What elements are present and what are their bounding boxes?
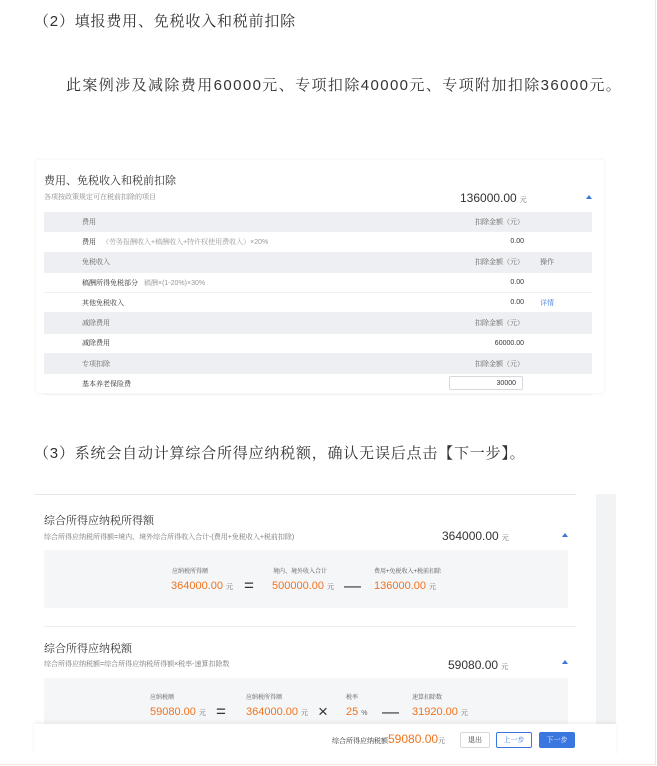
g3-unit: % — [361, 710, 368, 717]
deduction-total-value: 136000.00 — [460, 191, 517, 205]
tax-calc-panel — [34, 494, 616, 726]
g2-value — [246, 706, 308, 718]
collapse-caret-icon[interactable] — [562, 660, 568, 664]
f2-amount: 500000.00 — [272, 580, 324, 592]
column-header: 扣除金额（元） — [475, 218, 524, 226]
g4-value — [412, 706, 468, 718]
g1-value — [150, 706, 206, 718]
taxable-income-total-unit: 元 — [501, 535, 509, 542]
row-label-text: 费用 — [82, 218, 96, 226]
amount-input[interactable]: 30000 — [449, 376, 523, 390]
collapse-caret-icon[interactable] — [586, 195, 592, 199]
g1-amount: 59080.00 — [150, 706, 196, 718]
f3-amount: 136000.00 — [374, 580, 426, 592]
next-step-button[interactable]: 下一步 — [539, 732, 575, 748]
deduction-total — [460, 191, 527, 205]
step2-text: 此案例涉及减除费用60000元、专项扣除40000元、专项附加扣除36000元。 — [66, 77, 623, 94]
bottom-unit: 元 — [438, 738, 445, 745]
bottom-amount: 59080.00 — [388, 732, 439, 746]
row-label-text: 专项扣除 — [82, 360, 110, 368]
row-label — [82, 318, 110, 328]
minus-operator: — — [382, 702, 399, 721]
tax-payable-total-value: 59080.00 — [448, 658, 499, 672]
minus-operator: — — [344, 576, 361, 595]
row-label — [82, 237, 268, 247]
bottom-label: 综合所得应纳税额 — [332, 738, 388, 745]
tax-payable-total — [448, 658, 508, 672]
row-label — [82, 359, 110, 369]
row-amount: 0.00 — [510, 279, 524, 287]
row-label — [82, 278, 205, 288]
taxable-income-total-value: 364000.00 — [442, 529, 499, 543]
f2-unit: 元 — [327, 584, 334, 591]
equals-operator: = — [216, 702, 226, 721]
details-link[interactable]: 详情 — [540, 299, 554, 307]
g2-unit: 元 — [301, 710, 308, 717]
row-amount: 0.00 — [510, 299, 524, 307]
tax-payable-title: 综合所得应纳税额 — [44, 643, 132, 655]
row-label — [82, 338, 110, 348]
table-row — [44, 293, 592, 313]
f3-label: 费用+免税收入+税前扣除 — [374, 569, 442, 575]
row-label — [82, 217, 96, 227]
g3-value — [346, 706, 367, 718]
g4-label: 速算扣除数 — [412, 695, 443, 701]
f1-value — [171, 580, 233, 592]
step3-heading: （3）系统会自动计算综合所得应纳税额，确认无误后点击【下一步】。 — [34, 445, 526, 462]
row-label-text: 费用 — [82, 238, 96, 246]
table-row — [44, 334, 592, 354]
row-label-text: 其他免税收入 — [82, 299, 124, 307]
g2-label: 应纳税所得额 — [246, 695, 283, 701]
column-header: 扣除金额（元） — [475, 360, 524, 368]
f2-label: 境内、境外收入合计 — [273, 569, 328, 575]
table-row — [44, 374, 592, 394]
f1-unit: 元 — [226, 584, 233, 591]
column-header-action: 操作 — [540, 259, 554, 267]
row-label-text: 稿酬所得免税部分 — [82, 279, 138, 287]
row-label-text: 基本养老保险费 — [82, 381, 131, 389]
divider — [44, 626, 576, 627]
deduction-table — [44, 212, 592, 395]
row-label-text: 减除费用 — [82, 340, 110, 348]
panel-title: 费用、免税收入和税前扣除 — [44, 175, 176, 187]
f1-label: 应纳税所得额 — [172, 569, 209, 575]
row-label-text: 减除费用 — [82, 320, 110, 328]
exit-button[interactable]: 退出 — [460, 732, 490, 748]
row-label — [82, 298, 124, 308]
table-group-header — [44, 313, 592, 333]
step2-heading: （2）填报费用、免税收入和税前扣除 — [34, 13, 296, 30]
tax-payable-total-unit: 元 — [501, 664, 509, 671]
previous-step-button[interactable]: 上一步 — [496, 732, 532, 748]
g2-amount: 364000.00 — [246, 706, 298, 718]
divider — [34, 494, 576, 495]
row-note: （劳务报酬收入+稿酬收入+特许权使用费收入）×20% — [102, 238, 269, 246]
collapse-caret-icon[interactable] — [562, 533, 568, 537]
g4-unit: 元 — [460, 710, 468, 717]
f1-amount: 364000.00 — [171, 580, 223, 592]
column-header: 扣除金额（元） — [475, 320, 524, 328]
bottom-action-bar — [34, 724, 616, 756]
deduction-total-unit: 元 — [519, 197, 527, 204]
g4-amount: 31920.00 — [412, 706, 458, 718]
row-label — [82, 257, 110, 267]
f3-unit: 元 — [429, 584, 436, 591]
column-header: 扣除金额（元） — [475, 259, 524, 267]
taxable-income-title: 综合所得应纳税所得额 — [44, 515, 154, 527]
g3-label: 税率 — [346, 695, 359, 701]
taxable-income-formula-desc: 综合所得应纳税所得额=境内、境外综合所得收入合计-(费用+免税收入+税前扣除) — [44, 534, 295, 541]
row-label — [82, 379, 131, 389]
taxable-income-formula — [44, 550, 568, 608]
tax-payable-formula — [44, 678, 568, 726]
deduction-panel — [36, 160, 604, 393]
table-row — [44, 273, 592, 293]
side-scroll-area — [596, 494, 616, 726]
f3-value — [374, 580, 436, 592]
g3-amount: 25 — [346, 706, 359, 718]
row-amount: 0.00 — [510, 238, 524, 246]
tax-payable-formula-desc: 综合所得应纳税额=综合所得应纳税所得额×税率-速算扣除数 — [44, 661, 230, 668]
multiply-operator: × — [318, 702, 328, 721]
g1-unit: 元 — [198, 710, 206, 717]
row-label-text: 免税收入 — [82, 259, 110, 267]
table-row — [44, 232, 592, 252]
table-group-header — [44, 253, 592, 273]
table-group-header — [44, 212, 592, 232]
g1-label: 应纳税额 — [150, 695, 175, 701]
panel-subtitle: 各项按政策规定可在税前扣除的项目 — [44, 194, 156, 201]
f2-value — [272, 580, 334, 592]
row-amount: 60000.00 — [494, 339, 524, 347]
table-group-header — [44, 354, 592, 374]
row-note: 稿酬×(1-20%)×30% — [144, 279, 206, 287]
equals-operator: = — [244, 576, 254, 595]
taxable-income-total — [442, 529, 509, 543]
